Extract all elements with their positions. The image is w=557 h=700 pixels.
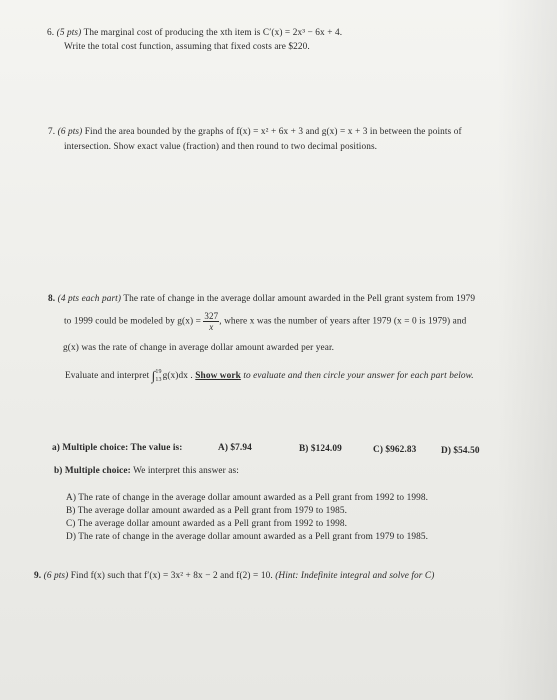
g-fraction-denominator: x — [209, 322, 214, 332]
q7-points: (6 pts) — [57, 127, 83, 137]
q6-line2: Write the total cost function, assuming that fixed costs are $220. — [64, 42, 310, 52]
q9-line — [34, 571, 434, 581]
part-a-option-d: D) $54.50 — [441, 446, 480, 456]
integral-sign-icon: ∫ — [151, 368, 156, 384]
integral-limits — [155, 368, 161, 384]
q9-number: 9. — [34, 571, 42, 581]
integral-lower: 13 — [155, 377, 162, 383]
q8-text-2b: , where x was the number of years after 1979 (x = 0 is 1979) and — [219, 316, 467, 327]
part-b-option-a: A) The rate of change in the average dollar amount awarded as a Pell grant from 1992 to 1998. — [66, 493, 429, 503]
q8-evaluate-pre: Evaluate and interpret — [65, 371, 150, 382]
q8-number: 8. — [48, 294, 56, 304]
q8-part-b — [54, 466, 239, 476]
page-shadow — [497, 0, 557, 700]
q7-line2: intersection. Show exact value (fraction) and then round to two decimal positions. — [64, 142, 378, 152]
part-a-option-c: C) $962.83 — [373, 445, 417, 455]
part-a-prompt: Multiple choice: The value is: — [62, 443, 183, 453]
show-work-text: Show work — [195, 371, 241, 382]
part-b-option-c: C) The average dollar amount awarded as a Pell grant from 1992 to 1998. — [66, 519, 348, 529]
q8-evaluate-line — [65, 368, 474, 384]
q8-line3: g(x) was the rate of change in average dollar amount awarded per year. — [63, 343, 335, 353]
q6-points: (5 pts) — [56, 28, 82, 38]
q8-evaluate-post: to evaluate and then circle your answer for each part below. — [243, 371, 474, 382]
q6-text-1: The marginal cost of producing the xth item is C′(x) = 2x³ − 6x + 4. — [83, 28, 343, 38]
q8-points: (4 pts each part) — [57, 294, 122, 304]
g-fraction — [203, 311, 219, 332]
q6-number: 6. — [47, 28, 55, 38]
q8-part-a — [52, 443, 182, 453]
part-b-prompt: Multiple choice: — [64, 466, 131, 476]
integral-upper: 19 — [155, 369, 162, 375]
part-b-option-b: B) The average dollar amount awarded as a Pell grant from 1979 to 1985. — [66, 506, 348, 516]
part-a-option-a: A) $7.94 — [218, 443, 252, 453]
part-a-label: a) — [52, 443, 60, 453]
q7-line1 — [48, 127, 462, 137]
part-b-option-d: D) The rate of change in the average dollar amount awarded as a Pell grant from 1979 to 1985. — [66, 532, 429, 542]
part-b-label: b) — [54, 466, 63, 476]
q9-points: (6 pts) — [43, 571, 69, 581]
q7-number: 7. — [48, 127, 56, 137]
q8-integrand: g(x)dx . — [162, 371, 193, 382]
q7-text-1: Find the area bounded by the graphs of f(x) = x² + 6x + 3 and g(x) = x + 3 in between the points of — [84, 127, 462, 137]
q8-line1 — [48, 294, 475, 304]
q8-line2 — [64, 311, 466, 332]
q6-line1 — [47, 28, 342, 38]
q9-text: Find f(x) such that f′(x) = 3x² + 8x − 2 and f(2) = 10. — [70, 571, 273, 581]
q9-hint: (Hint: Indefinite integral and solve for C) — [275, 571, 435, 581]
part-a-option-b: B) $124.09 — [299, 444, 342, 454]
q8-text-1: The rate of change in the average dollar amount awarded in the Pell grant system from 1979 — [123, 294, 476, 304]
g-fraction-numerator: 327 — [204, 311, 219, 321]
q8-text-2a: to 1999 could be modeled by g(x) = — [64, 316, 201, 327]
part-b-prompt-2: We interpret this answer as: — [133, 466, 239, 476]
